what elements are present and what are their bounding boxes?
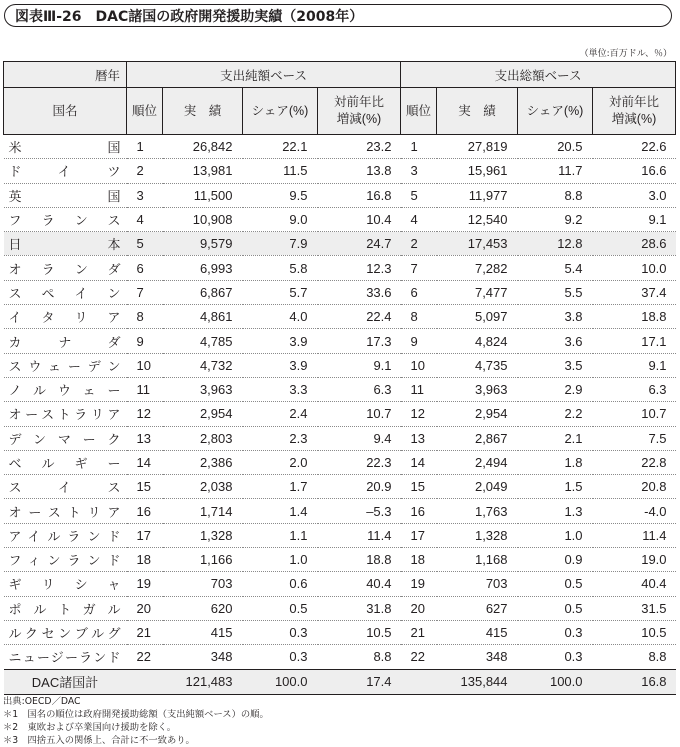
net-actual: 26,842: [163, 135, 243, 159]
country-name: ギリシャ: [4, 572, 127, 596]
gross-actual: 27,819: [437, 135, 518, 159]
net-rank: 2: [127, 159, 163, 183]
gross-change: 20.8: [593, 475, 676, 499]
net-share: 1.7: [243, 475, 318, 499]
net-rank: 16: [127, 499, 163, 523]
gross-change: 7.5: [593, 426, 676, 450]
net-share: 11.5: [243, 159, 318, 183]
net-rank-empty: [127, 669, 163, 694]
table-row: [4, 548, 676, 572]
table-row: [4, 596, 676, 620]
country-name: ニュージーランド: [4, 645, 127, 669]
gross-rank: 13: [401, 426, 437, 450]
net-actual: 6,993: [163, 256, 243, 280]
country-name: デンマーク: [4, 426, 127, 450]
table-row: [4, 207, 676, 231]
gross-change: 18.8: [593, 305, 676, 329]
country-name: ノルウェー: [4, 377, 127, 401]
gross-rank: 11: [401, 377, 437, 401]
gross-share: 0.5: [518, 596, 593, 620]
total-gross-change: 16.8: [593, 669, 676, 694]
gross-actual-header: 実 績: [437, 88, 518, 135]
net-change: 22.4: [318, 305, 401, 329]
gross-change: 3.0: [593, 183, 676, 207]
net-actual: 1,714: [163, 499, 243, 523]
net-rank: 12: [127, 402, 163, 426]
net-share: 3.9: [243, 353, 318, 377]
net-rank: 7: [127, 280, 163, 304]
net-rank: 15: [127, 475, 163, 499]
gross-change: 9.1: [593, 207, 676, 231]
net-basis-header: 支出純額ベース: [127, 62, 401, 88]
net-share: 3.3: [243, 377, 318, 401]
net-actual-header: 実 績: [163, 88, 243, 135]
total-net-share: 100.0: [243, 669, 318, 694]
gross-actual: 1,328: [437, 523, 518, 547]
country-name: 日本: [4, 232, 127, 256]
net-rank: 20: [127, 596, 163, 620]
table-row: [4, 475, 676, 499]
gross-rank: 5: [401, 183, 437, 207]
gross-actual: 11,977: [437, 183, 518, 207]
net-share: 22.1: [243, 135, 318, 159]
net-change: 31.8: [318, 596, 401, 620]
gross-share: 5.4: [518, 256, 593, 280]
gross-rank: 12: [401, 402, 437, 426]
footnote-2: ＊2 東欧および卒業国向け援助を除く。: [3, 722, 177, 733]
gross-actual: 703: [437, 572, 518, 596]
gross-actual: 17,453: [437, 232, 518, 256]
table-row: [4, 305, 676, 329]
gross-rank: 17: [401, 523, 437, 547]
net-rank: 18: [127, 548, 163, 572]
gross-actual: 5,097: [437, 305, 518, 329]
gross-actual: 7,477: [437, 280, 518, 304]
gross-rank: 22: [401, 645, 437, 669]
gross-share: 1.5: [518, 475, 593, 499]
table-row: [4, 402, 676, 426]
net-rank: 17: [127, 523, 163, 547]
gross-share: 9.2: [518, 207, 593, 231]
net-share: 3.9: [243, 329, 318, 353]
net-actual: 2,954: [163, 402, 243, 426]
country-name: 米国: [4, 135, 127, 159]
table-row: [4, 280, 676, 304]
net-share: 0.3: [243, 620, 318, 644]
unit-label: （単位:百万ドル、％）: [579, 49, 672, 59]
gross-actual: 4,735: [437, 353, 518, 377]
gross-actual: 415: [437, 620, 518, 644]
table-row: [4, 620, 676, 644]
gross-rank: 8: [401, 305, 437, 329]
table-row: [4, 572, 676, 596]
gross-share: 0.9: [518, 548, 593, 572]
gross-change: 10.5: [593, 620, 676, 644]
country-name: ポルトガル: [4, 596, 127, 620]
net-share: 1.4: [243, 499, 318, 523]
gross-actual: 3,963: [437, 377, 518, 401]
table-row: [4, 426, 676, 450]
net-rank: 13: [127, 426, 163, 450]
table-row: [4, 499, 676, 523]
gross-change: -4.0: [593, 499, 676, 523]
country-name: フィンランド: [4, 548, 127, 572]
country-name: ルクセンブルグ: [4, 620, 127, 644]
net-share-header: シェア(%): [243, 88, 318, 135]
net-change: 10.7: [318, 402, 401, 426]
gross-actual: 2,049: [437, 475, 518, 499]
net-change: 9.4: [318, 426, 401, 450]
country-name: ベルギー: [4, 450, 127, 474]
net-share: 0.6: [243, 572, 318, 596]
net-change: 22.3: [318, 450, 401, 474]
country-name: オーストリア: [4, 499, 127, 523]
gross-change: 19.0: [593, 548, 676, 572]
net-change: 10.5: [318, 620, 401, 644]
gross-change: 8.8: [593, 645, 676, 669]
gross-actual: 2,494: [437, 450, 518, 474]
gross-actual: 12,540: [437, 207, 518, 231]
net-share: 4.0: [243, 305, 318, 329]
gross-share: 1.8: [518, 450, 593, 474]
gross-share: 3.6: [518, 329, 593, 353]
gross-actual: 15,961: [437, 159, 518, 183]
gross-share: 20.5: [518, 135, 593, 159]
gross-change: 31.5: [593, 596, 676, 620]
net-change: 18.8: [318, 548, 401, 572]
net-actual: 10,908: [163, 207, 243, 231]
gross-share: 1.0: [518, 523, 593, 547]
country-name: イタリア: [4, 305, 127, 329]
year-header: 暦年: [4, 62, 127, 88]
net-change: 13.8: [318, 159, 401, 183]
table-row: [4, 256, 676, 280]
net-actual: 4,861: [163, 305, 243, 329]
net-rank: 11: [127, 377, 163, 401]
table-row: [4, 159, 676, 183]
gross-change: 6.3: [593, 377, 676, 401]
gross-share-header: シェア(%): [518, 88, 593, 135]
figure-title-text: 図表Ⅲ-26 DAC諸国の政府開発援助実績（2008年）: [15, 8, 364, 25]
total-label: DAC諸国計: [4, 669, 127, 694]
source-note: 出典:OECD／DAC: [3, 696, 81, 707]
total-gross-actual: 135,844: [437, 669, 518, 694]
net-change: 33.6: [318, 280, 401, 304]
gross-share: 11.7: [518, 159, 593, 183]
net-change: 40.4: [318, 572, 401, 596]
gross-change: 22.8: [593, 450, 676, 474]
total-net-actual: 121,483: [163, 669, 243, 694]
net-change: 24.7: [318, 232, 401, 256]
net-change: 20.9: [318, 475, 401, 499]
country-name: ドイツ: [4, 159, 127, 183]
net-actual: 9,579: [163, 232, 243, 256]
gross-change: 40.4: [593, 572, 676, 596]
gross-rank: 18: [401, 548, 437, 572]
table-row: [4, 377, 676, 401]
country-name: フランス: [4, 207, 127, 231]
net-rank: 22: [127, 645, 163, 669]
net-change-header-line1: 対前年比: [334, 95, 385, 109]
net-actual: 1,166: [163, 548, 243, 572]
gross-rank: 1: [401, 135, 437, 159]
gross-actual: 348: [437, 645, 518, 669]
gross-share: 2.9: [518, 377, 593, 401]
gross-share: 8.8: [518, 183, 593, 207]
gross-rank: 2: [401, 232, 437, 256]
country-name: アイルランド: [4, 523, 127, 547]
net-actual: 2,038: [163, 475, 243, 499]
gross-actual: 7,282: [437, 256, 518, 280]
net-share: 2.0: [243, 450, 318, 474]
gross-share: 2.2: [518, 402, 593, 426]
gross-share: 3.5: [518, 353, 593, 377]
net-actual: 348: [163, 645, 243, 669]
gross-rank-empty: [401, 669, 437, 694]
net-rank: 19: [127, 572, 163, 596]
net-actual: 620: [163, 596, 243, 620]
total-net-change: 17.4: [318, 669, 401, 694]
net-share: 1.0: [243, 548, 318, 572]
gross-change: 10.0: [593, 256, 676, 280]
net-actual: 1,328: [163, 523, 243, 547]
gross-rank: 19: [401, 572, 437, 596]
net-actual: 13,981: [163, 159, 243, 183]
net-rank: 5: [127, 232, 163, 256]
net-share: 9.0: [243, 207, 318, 231]
country-name: オランダ: [4, 256, 127, 280]
net-share: 0.5: [243, 596, 318, 620]
country-name: スウェーデン: [4, 353, 127, 377]
net-actual: 4,785: [163, 329, 243, 353]
gross-actual: 1,168: [437, 548, 518, 572]
gross-actual: 2,867: [437, 426, 518, 450]
gross-rank: 15: [401, 475, 437, 499]
net-change: 23.2: [318, 135, 401, 159]
gross-change: 16.6: [593, 159, 676, 183]
gross-share: 12.8: [518, 232, 593, 256]
table-row: [4, 329, 676, 353]
net-change: 10.4: [318, 207, 401, 231]
gross-rank: 16: [401, 499, 437, 523]
gross-change-header-line2: 増減(%): [611, 112, 657, 126]
gross-rank-header: 順位: [401, 88, 437, 135]
gross-basis-header: 支出総額ベース: [401, 62, 676, 88]
net-share: 7.9: [243, 232, 318, 256]
net-change-header: [318, 88, 401, 135]
net-actual: 4,732: [163, 353, 243, 377]
net-change: 8.8: [318, 645, 401, 669]
net-share: 9.5: [243, 183, 318, 207]
gross-share: 2.1: [518, 426, 593, 450]
country-name: スイス: [4, 475, 127, 499]
net-actual: 11,500: [163, 183, 243, 207]
gross-share: 1.3: [518, 499, 593, 523]
net-rank: 6: [127, 256, 163, 280]
gross-share: 3.8: [518, 305, 593, 329]
country-name: 英国: [4, 183, 127, 207]
country-name: オーストラリア: [4, 402, 127, 426]
net-rank: 10: [127, 353, 163, 377]
table-row: [4, 645, 676, 669]
gross-share: 0.3: [518, 620, 593, 644]
gross-rank: 21: [401, 620, 437, 644]
net-share: 5.8: [243, 256, 318, 280]
net-rank-header: 順位: [127, 88, 163, 135]
net-rank: 4: [127, 207, 163, 231]
net-rank: 8: [127, 305, 163, 329]
gross-rank: 6: [401, 280, 437, 304]
net-rank: 1: [127, 135, 163, 159]
gross-actual: 2,954: [437, 402, 518, 426]
gross-change: 28.6: [593, 232, 676, 256]
gross-share: 0.5: [518, 572, 593, 596]
net-rank: 21: [127, 620, 163, 644]
footnote-3: ＊3 四捨五入の関係上、合計に不一致あり。: [3, 735, 195, 746]
table-row: [4, 135, 676, 159]
gross-actual: 4,824: [437, 329, 518, 353]
total-row: [4, 669, 676, 694]
gross-change: 17.1: [593, 329, 676, 353]
oda-table: [3, 61, 676, 695]
footnote-1: ＊1 国名の順位は政府開発援助総額（支出純額ベース）の順。: [3, 709, 269, 720]
gross-share: 0.3: [518, 645, 593, 669]
net-change: 11.4: [318, 523, 401, 547]
table-row: [4, 183, 676, 207]
footnotes: [3, 695, 269, 747]
net-change: 16.8: [318, 183, 401, 207]
gross-rank: 10: [401, 353, 437, 377]
gross-rank: 4: [401, 207, 437, 231]
gross-rank: 7: [401, 256, 437, 280]
table-row: [4, 450, 676, 474]
table-row-highlighted: [4, 232, 676, 256]
total-gross-share: 100.0: [518, 669, 593, 694]
net-rank: 14: [127, 450, 163, 474]
gross-change: 37.4: [593, 280, 676, 304]
gross-change: 11.4: [593, 523, 676, 547]
table-row: [4, 523, 676, 547]
net-rank: 9: [127, 329, 163, 353]
gross-change: 22.6: [593, 135, 676, 159]
gross-rank: 9: [401, 329, 437, 353]
country-name: カナダ: [4, 329, 127, 353]
net-actual: 703: [163, 572, 243, 596]
net-share: 5.7: [243, 280, 318, 304]
net-share: 2.4: [243, 402, 318, 426]
net-rank: 3: [127, 183, 163, 207]
table-row: [4, 353, 676, 377]
net-actual: 2,803: [163, 426, 243, 450]
country-header: 国名: [4, 88, 127, 135]
gross-actual: 627: [437, 596, 518, 620]
gross-rank: 14: [401, 450, 437, 474]
gross-rank: 3: [401, 159, 437, 183]
gross-change-header: [593, 88, 676, 135]
net-share: 1.1: [243, 523, 318, 547]
net-change: 6.3: [318, 377, 401, 401]
net-actual: 3,963: [163, 377, 243, 401]
net-change: 9.1: [318, 353, 401, 377]
net-share: 0.3: [243, 645, 318, 669]
figure-title: [4, 4, 672, 27]
net-change: 12.3: [318, 256, 401, 280]
gross-share: 5.5: [518, 280, 593, 304]
country-name: スペイン: [4, 280, 127, 304]
net-actual: 415: [163, 620, 243, 644]
net-change: –5.3: [318, 499, 401, 523]
gross-change: 9.1: [593, 353, 676, 377]
net-actual: 6,867: [163, 280, 243, 304]
net-change-header-line2: 増減(%): [336, 112, 382, 126]
gross-rank: 20: [401, 596, 437, 620]
net-share: 2.3: [243, 426, 318, 450]
gross-change-header-line1: 対前年比: [609, 95, 660, 109]
net-change: 17.3: [318, 329, 401, 353]
gross-actual: 1,763: [437, 499, 518, 523]
net-actual: 2,386: [163, 450, 243, 474]
gross-change: 10.7: [593, 402, 676, 426]
